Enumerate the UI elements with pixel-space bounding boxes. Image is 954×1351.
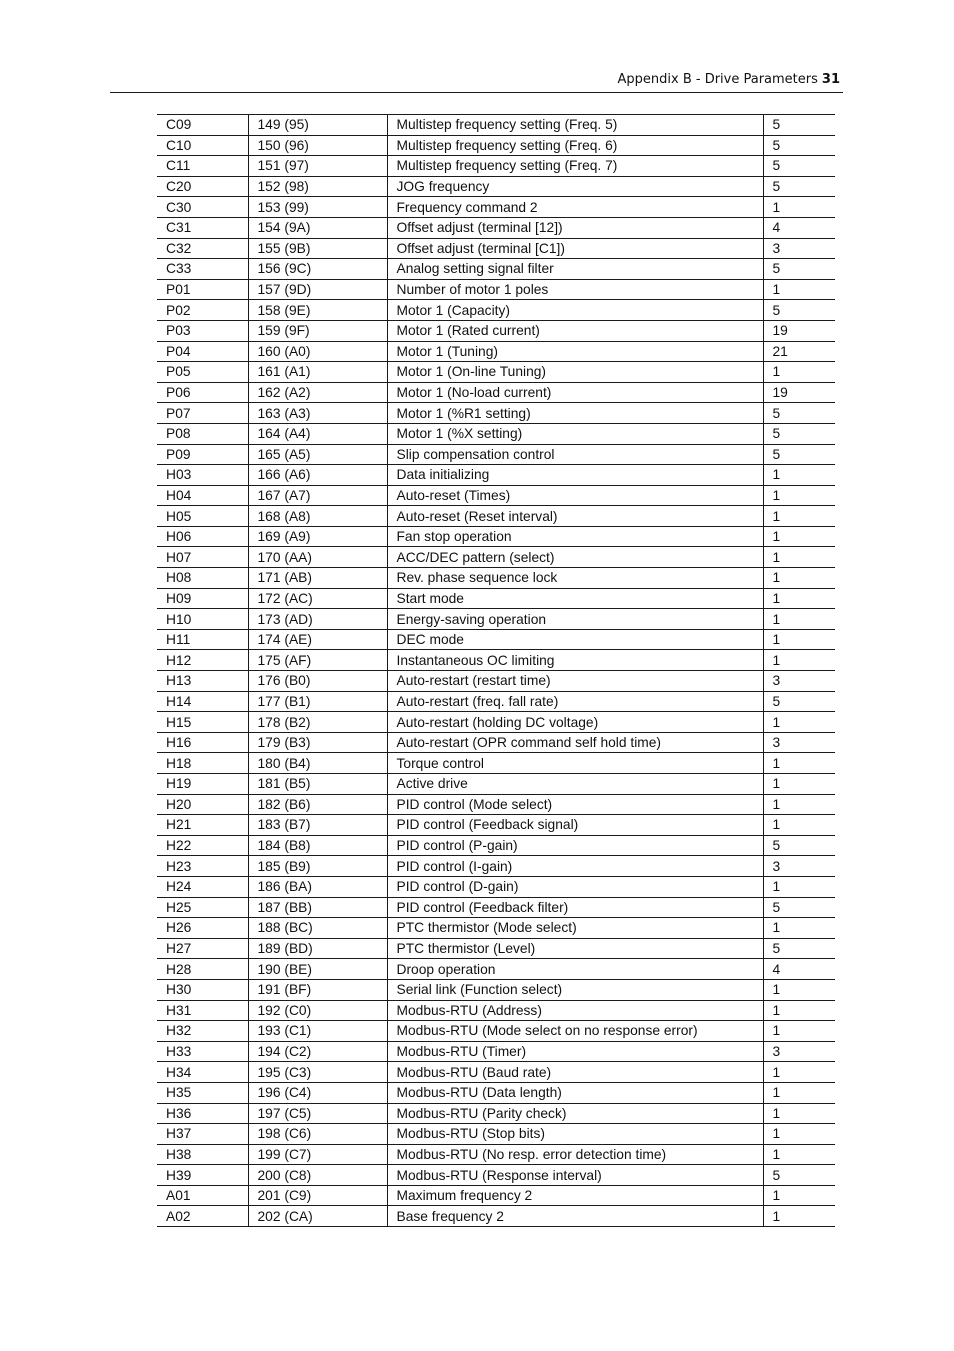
parameter-address-cell: 155 (9B) [248, 238, 387, 259]
parameter-address-cell: 157 (9D) [248, 279, 387, 300]
parameter-address-cell: 162 (A2) [248, 382, 387, 403]
table-row [157, 135, 835, 156]
parameter-code-cell: P04 [157, 341, 248, 362]
table-row [157, 279, 835, 300]
table-row [157, 506, 835, 527]
parameter-value-cell: 1 [763, 506, 835, 527]
parameter-name-cell: Base frequency 2 [387, 1206, 763, 1227]
parameter-code-cell: A01 [157, 1185, 248, 1206]
table-row [157, 691, 835, 712]
parameter-name-cell: Modbus-RTU (Baud rate) [387, 1062, 763, 1083]
parameter-value-cell: 1 [763, 279, 835, 300]
parameter-code-cell: H31 [157, 1000, 248, 1021]
parameter-address-cell: 195 (C3) [248, 1062, 387, 1083]
parameter-address-cell: 172 (AC) [248, 588, 387, 609]
parameter-name-cell: Maximum frequency 2 [387, 1185, 763, 1206]
parameter-name-cell: Motor 1 (Rated current) [387, 320, 763, 341]
parameter-code-cell: H10 [157, 609, 248, 630]
parameter-code-cell: H34 [157, 1062, 248, 1083]
parameter-value-cell: 1 [763, 1144, 835, 1165]
parameter-name-cell: Multistep frequency setting (Freq. 6) [387, 135, 763, 156]
parameter-value-cell: 5 [763, 115, 835, 136]
parameter-code-cell: C10 [157, 135, 248, 156]
parameter-address-cell: 184 (B8) [248, 835, 387, 856]
parameter-address-cell: 178 (B2) [248, 712, 387, 733]
parameter-name-cell: Modbus-RTU (Data length) [387, 1082, 763, 1103]
parameter-name-cell: Auto-restart (holding DC voltage) [387, 712, 763, 733]
table-row [157, 671, 835, 692]
parameter-address-cell: 183 (B7) [248, 815, 387, 836]
parameter-name-cell: Multistep frequency setting (Freq. 5) [387, 115, 763, 136]
parameter-value-cell: 1 [763, 588, 835, 609]
parameter-value-cell: 21 [763, 341, 835, 362]
parameter-address-cell: 160 (A0) [248, 341, 387, 362]
parameter-address-cell: 158 (9E) [248, 300, 387, 321]
parameter-address-cell: 196 (C4) [248, 1082, 387, 1103]
parameter-value-cell: 1 [763, 774, 835, 795]
parameter-value-cell: 1 [763, 1206, 835, 1227]
parameter-value-cell: 5 [763, 403, 835, 424]
parameter-name-cell: Torque control [387, 753, 763, 774]
parameter-address-cell: 150 (96) [248, 135, 387, 156]
table-row [157, 115, 835, 136]
parameter-value-cell: 1 [763, 815, 835, 836]
table-row [157, 568, 835, 589]
parameter-table-body [157, 115, 835, 1227]
parameter-name-cell: Frequency command 2 [387, 197, 763, 218]
parameter-code-cell: H15 [157, 712, 248, 733]
parameter-value-cell: 5 [763, 135, 835, 156]
parameter-code-cell: H23 [157, 856, 248, 877]
parameter-value-cell: 1 [763, 650, 835, 671]
parameter-value-cell: 5 [763, 938, 835, 959]
parameter-address-cell: 201 (C9) [248, 1185, 387, 1206]
parameter-code-cell: H35 [157, 1082, 248, 1103]
parameter-address-cell: 200 (C8) [248, 1165, 387, 1186]
parameter-name-cell: Instantaneous OC limiting [387, 650, 763, 671]
parameter-name-cell: Auto-reset (Reset interval) [387, 506, 763, 527]
parameter-address-cell: 188 (BC) [248, 918, 387, 939]
parameter-name-cell: Number of motor 1 poles [387, 279, 763, 300]
parameter-value-cell: 3 [763, 856, 835, 877]
table-row [157, 444, 835, 465]
parameter-name-cell: Serial link (Function select) [387, 979, 763, 1000]
parameter-name-cell: Modbus-RTU (Timer) [387, 1041, 763, 1062]
table-row [157, 217, 835, 238]
parameter-value-cell: 1 [763, 1124, 835, 1145]
parameter-name-cell: Start mode [387, 588, 763, 609]
table-row [157, 979, 835, 1000]
parameter-name-cell: Analog setting signal filter [387, 259, 763, 280]
parameter-name-cell: Active drive [387, 774, 763, 795]
parameter-value-cell: 1 [763, 629, 835, 650]
parameter-name-cell: Auto-restart (freq. fall rate) [387, 691, 763, 712]
parameter-name-cell: Data initializing [387, 465, 763, 486]
table-row [157, 197, 835, 218]
parameter-name-cell: Droop operation [387, 959, 763, 980]
parameter-value-cell: 5 [763, 156, 835, 177]
parameter-value-cell: 5 [763, 259, 835, 280]
table-row [157, 320, 835, 341]
parameter-name-cell: Motor 1 (%R1 setting) [387, 403, 763, 424]
parameter-address-cell: 189 (BD) [248, 938, 387, 959]
parameter-value-cell: 1 [763, 547, 835, 568]
parameter-value-cell: 5 [763, 444, 835, 465]
parameter-address-cell: 185 (B9) [248, 856, 387, 877]
parameter-code-cell: H19 [157, 774, 248, 795]
parameter-code-cell: C30 [157, 197, 248, 218]
table-row [157, 176, 835, 197]
parameter-name-cell: ACC/DEC pattern (select) [387, 547, 763, 568]
parameter-address-cell: 193 (C1) [248, 1021, 387, 1042]
parameter-code-cell: P09 [157, 444, 248, 465]
parameter-value-cell: 1 [763, 1082, 835, 1103]
parameter-address-cell: 181 (B5) [248, 774, 387, 795]
parameter-value-cell: 4 [763, 959, 835, 980]
parameter-value-cell: 5 [763, 897, 835, 918]
parameter-code-cell: H04 [157, 485, 248, 506]
parameter-address-cell: 167 (A7) [248, 485, 387, 506]
parameter-code-cell: C09 [157, 115, 248, 136]
parameter-name-cell: Auto-restart (OPR command self hold time) [387, 732, 763, 753]
parameter-name-cell: JOG frequency [387, 176, 763, 197]
parameter-name-cell: Modbus-RTU (Parity check) [387, 1103, 763, 1124]
table-row [157, 341, 835, 362]
parameter-address-cell: 197 (C5) [248, 1103, 387, 1124]
table-row [157, 1041, 835, 1062]
table-row [157, 1185, 835, 1206]
parameter-address-cell: 151 (97) [248, 156, 387, 177]
parameter-code-cell: P07 [157, 403, 248, 424]
running-header [618, 72, 841, 87]
table-row [157, 362, 835, 383]
parameter-code-cell: C20 [157, 176, 248, 197]
parameter-code-cell: P02 [157, 300, 248, 321]
parameter-code-cell: H14 [157, 691, 248, 712]
parameter-address-cell: 166 (A6) [248, 465, 387, 486]
table-row [157, 712, 835, 733]
parameter-address-cell: 168 (A8) [248, 506, 387, 527]
parameter-value-cell: 4 [763, 217, 835, 238]
parameter-name-cell: Auto-reset (Times) [387, 485, 763, 506]
parameter-value-cell: 3 [763, 671, 835, 692]
parameter-code-cell: H30 [157, 979, 248, 1000]
table-row [157, 1144, 835, 1165]
parameter-name-cell: Rev. phase sequence lock [387, 568, 763, 589]
parameter-name-cell: Offset adjust (terminal [C1]) [387, 238, 763, 259]
parameter-name-cell: PID control (I-gain) [387, 856, 763, 877]
table-row [157, 1165, 835, 1186]
parameter-name-cell: Motor 1 (On-line Tuning) [387, 362, 763, 383]
parameter-code-cell: H20 [157, 794, 248, 815]
table-row [157, 547, 835, 568]
parameter-name-cell: PID control (Feedback signal) [387, 815, 763, 836]
table-row [157, 876, 835, 897]
table-row [157, 1062, 835, 1083]
parameter-name-cell: PID control (P-gain) [387, 835, 763, 856]
parameter-value-cell: 5 [763, 835, 835, 856]
table-row [157, 485, 835, 506]
parameter-name-cell: Motor 1 (No-load current) [387, 382, 763, 403]
table-row [157, 959, 835, 980]
parameter-code-cell: H38 [157, 1144, 248, 1165]
parameter-code-cell: C11 [157, 156, 248, 177]
parameter-address-cell: 190 (BE) [248, 959, 387, 980]
table-row [157, 588, 835, 609]
page-number: 31 [821, 72, 840, 87]
parameter-value-cell: 1 [763, 1000, 835, 1021]
parameter-name-cell: Slip compensation control [387, 444, 763, 465]
parameter-address-cell: 192 (C0) [248, 1000, 387, 1021]
parameter-name-cell: Modbus-RTU (No resp. error detection time) [387, 1144, 763, 1165]
parameter-code-cell: H33 [157, 1041, 248, 1062]
parameter-address-cell: 177 (B1) [248, 691, 387, 712]
parameter-code-cell: H08 [157, 568, 248, 589]
parameter-address-cell: 174 (AE) [248, 629, 387, 650]
table-row [157, 650, 835, 671]
table-row [157, 1124, 835, 1145]
parameter-code-cell: P01 [157, 279, 248, 300]
table-row [157, 1206, 835, 1227]
parameter-value-cell: 5 [763, 423, 835, 444]
parameter-address-cell: 175 (AF) [248, 650, 387, 671]
table-row [157, 609, 835, 630]
parameter-code-cell: P08 [157, 423, 248, 444]
parameter-name-cell: PID control (Mode select) [387, 794, 763, 815]
table-row [157, 1000, 835, 1021]
parameter-value-cell: 1 [763, 918, 835, 939]
page-header [110, 0, 843, 93]
parameter-table [157, 114, 835, 1227]
parameter-value-cell: 1 [763, 753, 835, 774]
parameter-value-cell: 3 [763, 732, 835, 753]
parameter-code-cell: C32 [157, 238, 248, 259]
parameter-address-cell: 194 (C2) [248, 1041, 387, 1062]
parameter-address-cell: 187 (BB) [248, 897, 387, 918]
parameter-code-cell: H24 [157, 876, 248, 897]
table-row [157, 382, 835, 403]
parameter-address-cell: 179 (B3) [248, 732, 387, 753]
parameter-value-cell: 1 [763, 979, 835, 1000]
parameter-code-cell: H13 [157, 671, 248, 692]
parameter-value-cell: 1 [763, 526, 835, 547]
parameter-address-cell: 173 (AD) [248, 609, 387, 630]
parameter-name-cell: Auto-restart (restart time) [387, 671, 763, 692]
header-section-title: Appendix B - Drive Parameters [617, 72, 818, 87]
table-row [157, 465, 835, 486]
parameter-value-cell: 1 [763, 1062, 835, 1083]
parameter-name-cell: Offset adjust (terminal [12]) [387, 217, 763, 238]
parameter-code-cell: H22 [157, 835, 248, 856]
parameter-name-cell: Modbus-RTU (Stop bits) [387, 1124, 763, 1145]
parameter-value-cell: 5 [763, 176, 835, 197]
parameter-value-cell: 1 [763, 197, 835, 218]
table-row [157, 774, 835, 795]
parameter-name-cell: Modbus-RTU (Mode select on no response error) [387, 1021, 763, 1042]
parameter-address-cell: 163 (A3) [248, 403, 387, 424]
parameter-value-cell: 5 [763, 300, 835, 321]
parameter-code-cell: H07 [157, 547, 248, 568]
parameter-address-cell: 159 (9F) [248, 320, 387, 341]
parameter-code-cell: H37 [157, 1124, 248, 1145]
parameter-name-cell: PID control (Feedback filter) [387, 897, 763, 918]
table-row [157, 238, 835, 259]
parameter-name-cell: Modbus-RTU (Response interval) [387, 1165, 763, 1186]
table-row [157, 403, 835, 424]
parameter-code-cell: H06 [157, 526, 248, 547]
table-row [157, 259, 835, 280]
parameter-name-cell: PTC thermistor (Mode select) [387, 918, 763, 939]
parameter-address-cell: 186 (BA) [248, 876, 387, 897]
parameter-value-cell: 1 [763, 609, 835, 630]
parameter-address-cell: 182 (B6) [248, 794, 387, 815]
parameter-name-cell: Multistep frequency setting (Freq. 7) [387, 156, 763, 177]
parameter-code-cell: H16 [157, 732, 248, 753]
parameter-code-cell: H25 [157, 897, 248, 918]
parameter-value-cell: 5 [763, 1165, 835, 1186]
table-row [157, 815, 835, 836]
parameter-code-cell: H27 [157, 938, 248, 959]
table-row [157, 732, 835, 753]
parameter-name-cell: PID control (D-gain) [387, 876, 763, 897]
table-row [157, 156, 835, 177]
parameter-code-cell: H28 [157, 959, 248, 980]
parameter-address-cell: 176 (B0) [248, 671, 387, 692]
table-row [157, 753, 835, 774]
parameter-name-cell: Motor 1 (Capacity) [387, 300, 763, 321]
parameter-value-cell: 1 [763, 712, 835, 733]
table-row [157, 1103, 835, 1124]
parameter-value-cell: 1 [763, 568, 835, 589]
parameter-value-cell: 3 [763, 238, 835, 259]
parameter-code-cell: A02 [157, 1206, 248, 1227]
parameter-code-cell: P06 [157, 382, 248, 403]
parameter-code-cell: H05 [157, 506, 248, 527]
parameter-address-cell: 165 (A5) [248, 444, 387, 465]
table-row [157, 300, 835, 321]
parameter-code-cell: H12 [157, 650, 248, 671]
parameter-code-cell: H11 [157, 629, 248, 650]
table-row [157, 629, 835, 650]
parameter-value-cell: 1 [763, 465, 835, 486]
table-row [157, 1021, 835, 1042]
parameter-address-cell: 161 (A1) [248, 362, 387, 383]
parameter-code-cell: H03 [157, 465, 248, 486]
table-row [157, 856, 835, 877]
parameter-name-cell: PTC thermistor (Level) [387, 938, 763, 959]
parameter-address-cell: 149 (95) [248, 115, 387, 136]
parameter-value-cell: 1 [763, 876, 835, 897]
parameter-code-cell: H18 [157, 753, 248, 774]
parameter-address-cell: 154 (9A) [248, 217, 387, 238]
parameter-address-cell: 191 (BF) [248, 979, 387, 1000]
parameter-code-cell: C31 [157, 217, 248, 238]
parameter-name-cell: Fan stop operation [387, 526, 763, 547]
parameter-code-cell: H09 [157, 588, 248, 609]
parameter-value-cell: 19 [763, 320, 835, 341]
parameter-name-cell: Motor 1 (Tuning) [387, 341, 763, 362]
parameter-value-cell: 1 [763, 794, 835, 815]
parameter-value-cell: 3 [763, 1041, 835, 1062]
parameter-address-cell: 164 (A4) [248, 423, 387, 444]
parameter-code-cell: H21 [157, 815, 248, 836]
parameter-address-cell: 169 (A9) [248, 526, 387, 547]
parameter-value-cell: 1 [763, 1021, 835, 1042]
parameter-name-cell: DEC mode [387, 629, 763, 650]
parameter-code-cell: H36 [157, 1103, 248, 1124]
parameter-code-cell: P03 [157, 320, 248, 341]
table-row [157, 918, 835, 939]
table-row [157, 423, 835, 444]
parameter-value-cell: 1 [763, 485, 835, 506]
parameter-value-cell: 5 [763, 691, 835, 712]
table-row [157, 794, 835, 815]
parameter-value-cell: 19 [763, 382, 835, 403]
table-row [157, 835, 835, 856]
parameter-address-cell: 153 (99) [248, 197, 387, 218]
parameter-address-cell: 198 (C6) [248, 1124, 387, 1145]
parameter-address-cell: 171 (AB) [248, 568, 387, 589]
parameter-code-cell: P05 [157, 362, 248, 383]
parameter-address-cell: 199 (C7) [248, 1144, 387, 1165]
parameter-address-cell: 180 (B4) [248, 753, 387, 774]
parameter-address-cell: 170 (AA) [248, 547, 387, 568]
parameter-name-cell: Energy-saving operation [387, 609, 763, 630]
parameter-value-cell: 1 [763, 1103, 835, 1124]
parameter-value-cell: 1 [763, 1185, 835, 1206]
parameter-code-cell: H39 [157, 1165, 248, 1186]
parameter-code-cell: H32 [157, 1021, 248, 1042]
parameter-code-cell: H26 [157, 918, 248, 939]
parameter-code-cell: C33 [157, 259, 248, 280]
parameter-name-cell: Modbus-RTU (Address) [387, 1000, 763, 1021]
parameter-address-cell: 152 (98) [248, 176, 387, 197]
table-row [157, 938, 835, 959]
parameter-name-cell: Motor 1 (%X setting) [387, 423, 763, 444]
parameter-address-cell: 156 (9C) [248, 259, 387, 280]
parameter-value-cell: 1 [763, 362, 835, 383]
table-row [157, 526, 835, 547]
parameter-address-cell: 202 (CA) [248, 1206, 387, 1227]
table-row [157, 1082, 835, 1103]
table-row [157, 897, 835, 918]
